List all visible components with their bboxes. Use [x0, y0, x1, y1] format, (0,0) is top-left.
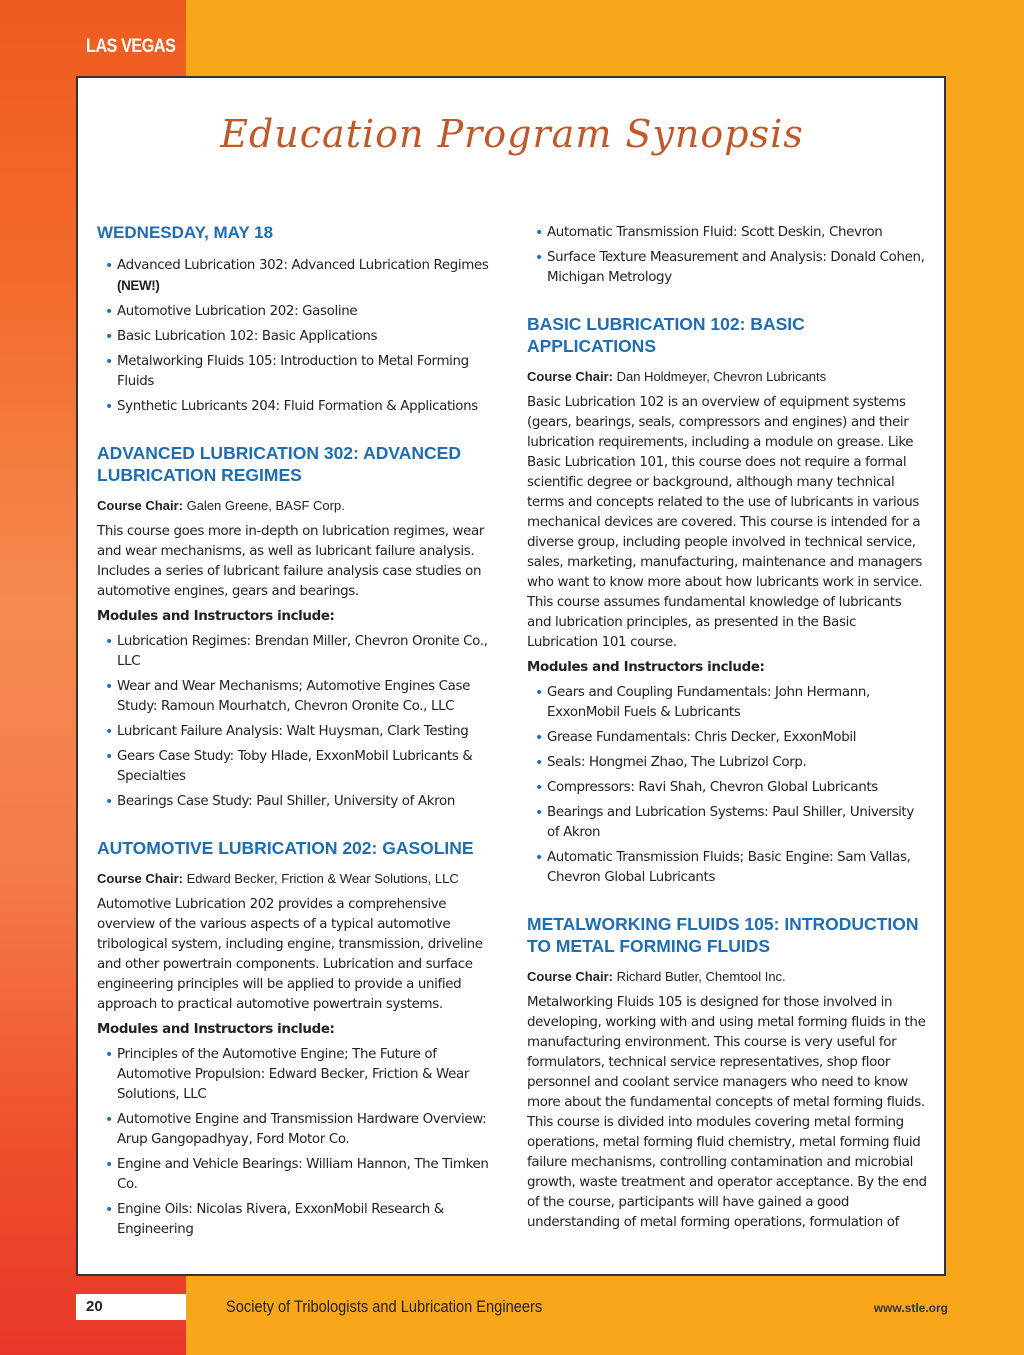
list-item: • Basic Lubrication 102: Basic Applications: [97, 327, 489, 347]
city-label: LAS VEGAS: [86, 36, 176, 57]
modules-label: Modules and Instructors include:: [527, 660, 765, 675]
list-item: • Lubrication Regimes: Brendan Miller, Chevron Oronite Co., LLC: [97, 632, 489, 672]
list-item: • Automatic Transmission Fluids; Basic Engine: Sam Vallas, Chevron Global Lubricants: [527, 848, 927, 888]
modules-label: Modules and Instructors include:: [97, 609, 335, 624]
list-item: • Grease Fundamentals: Chris Decker, ExxonMobil: [527, 728, 927, 748]
course-description: Automotive Lubrication 202 provides a comprehensive overview of the various aspects of a typical automotive tribological system, including engine, transmission, driveline and other powertrain components. Lubrication and surface engineering principles will be applied to provide a unified approach to practical automotive powertrain systems.: [97, 897, 483, 1012]
modules-list: [97, 632, 489, 812]
new-tag: (NEW!): [117, 278, 160, 293]
list-item: • Gears Case Study: Toby Hlade, ExxonMobil Lubricants & Specialties: [97, 747, 489, 787]
list-item: • Bearings Case Study: Paul Shiller, University of Akron: [97, 792, 489, 812]
left-column: [97, 222, 489, 1245]
list-item: • Wear and Wear Mechanisms; Automotive Engines Case Study: Ramoun Mourhatch, Chevron Oronite Co., LLC: [97, 677, 489, 717]
list-item: • Lubricant Failure Analysis: Walt Huysman, Clark Testing: [97, 722, 489, 742]
course-chair: Course Chair: Edward Becker, Friction & Wear Solutions, LLC: [97, 871, 459, 886]
course-description: This course goes more in-depth on lubrication regimes, wear and wear mechanisms, as well as lubricant failure analysis. Includes a series of lubricant failure analysis case studies on automotive engines, gears and bearings.: [97, 524, 485, 599]
list-item: • Gears and Coupling Fundamentals: John Hermann, ExxonMobil Fuels & Lubricants: [527, 683, 927, 723]
right-column: [527, 223, 927, 1238]
list-item: • Synthetic Lubricants 204: Fluid Formation & Applications: [97, 397, 489, 417]
modules-list: [527, 683, 927, 888]
website-link[interactable]: www.stle.org: [873, 1301, 948, 1315]
list-item: • Advanced Lubrication 302: Advanced Lubrication Regimes (NEW!): [97, 256, 489, 297]
continued-list: [527, 223, 927, 288]
list-item: • Surface Texture Measurement and Analysis: Donald Cohen, Michigan Metrology: [527, 248, 927, 288]
section-heading-basic: BASIC LUBRICATION 102: BASIC APPLICATIONS: [527, 314, 805, 356]
section-heading-automotive: AUTOMOTIVE LUBRICATION 202: GASOLINE: [97, 838, 474, 858]
list-item: • Compressors: Ravi Shah, Chevron Global Lubricants: [527, 778, 927, 798]
day-course-list: [97, 256, 489, 417]
list-item: • Engine Oils: Nicolas Rivera, ExxonMobil Research & Engineering: [97, 1200, 489, 1240]
list-item: • Engine and Vehicle Bearings: William Hannon, The Timken Co.: [97, 1155, 489, 1195]
course-description: Basic Lubrication 102 is an overview of equipment systems (gears, bearings, seals, compressors and engines) and their lubrication requirements, including a module on grease. Like Basic Lubrication 101, this course does not require a formal scientific degree or background, although many technical terms and concepts related to the use of lubricants in various mechanical devices are covered. This course is intended for a diverse group, including people involved in technical service, sales, marketing, manufacturing, maintenance and managers who want to know more about how lubricants work in service. This course assumes fundamental knowledge of lubricants and lubrication principles, as presented in the Basic Lubrication 101 course.: [527, 395, 923, 650]
list-item: • Automotive Lubrication 202: Gasoline: [97, 302, 489, 322]
modules-label: Modules and Instructors include:: [97, 1022, 335, 1037]
list-item: • Seals: Hongmei Zhao, The Lubrizol Corp.: [527, 753, 927, 773]
list-item: • Principles of the Automotive Engine; The Future of Automotive Propulsion: Edward Becker, Friction & Wear Solutions, LLC: [97, 1045, 489, 1105]
list-item: • Automotive Engine and Transmission Hardware Overview: Arup Gangopadhyay, Ford Motor Co.: [97, 1110, 489, 1150]
course-chair: Course Chair: Galen Greene, BASF Corp.: [97, 498, 345, 513]
modules-list: [97, 1045, 489, 1240]
page-number: 20: [86, 1298, 103, 1315]
section-heading-metalworking: METALWORKING FLUIDS 105: INTRODUCTION TO METAL FORMING FLUIDS: [527, 914, 919, 956]
list-item: • Bearings and Lubrication Systems: Paul Shiller, University of Akron: [527, 803, 927, 843]
section-heading-advanced: ADVANCED LUBRICATION 302: ADVANCED LUBRICATION REGIMES: [97, 443, 461, 485]
day-heading: WEDNESDAY, MAY 18: [97, 223, 274, 242]
course-description: Metalworking Fluids 105 is designed for those involved in developing, working with and using metal forming fluids in the manufacturing environment. This course is very useful for formulators, technical service representatives, shop floor personnel and coolant service managers who need to know more about the fundamental concepts of metal forming fluids. This course is divided into modules covering metal forming operations, metal forming fluid chemistry, metal forming fluid failure mechanisms, controlling contamination and microbial growth, waste treatment and operator acceptance. By the end of the course, participants will have gained a good understanding of metal forming operations, formulation of: [527, 995, 927, 1230]
list-item: • Automatic Transmission Fluid: Scott Deskin, Chevron: [527, 223, 927, 243]
course-chair: Course Chair: Dan Holdmeyer, Chevron Lubricants: [527, 369, 827, 384]
course-chair: Course Chair: Richard Butler, Chemtool Inc.: [527, 969, 786, 984]
list-item: • Metalworking Fluids 105: Introduction to Metal Forming Fluids: [97, 352, 489, 392]
organization-name: Society of Tribologists and Lubrication Engineers: [226, 1297, 543, 1316]
page-title: Education Program Synopsis: [220, 112, 804, 156]
